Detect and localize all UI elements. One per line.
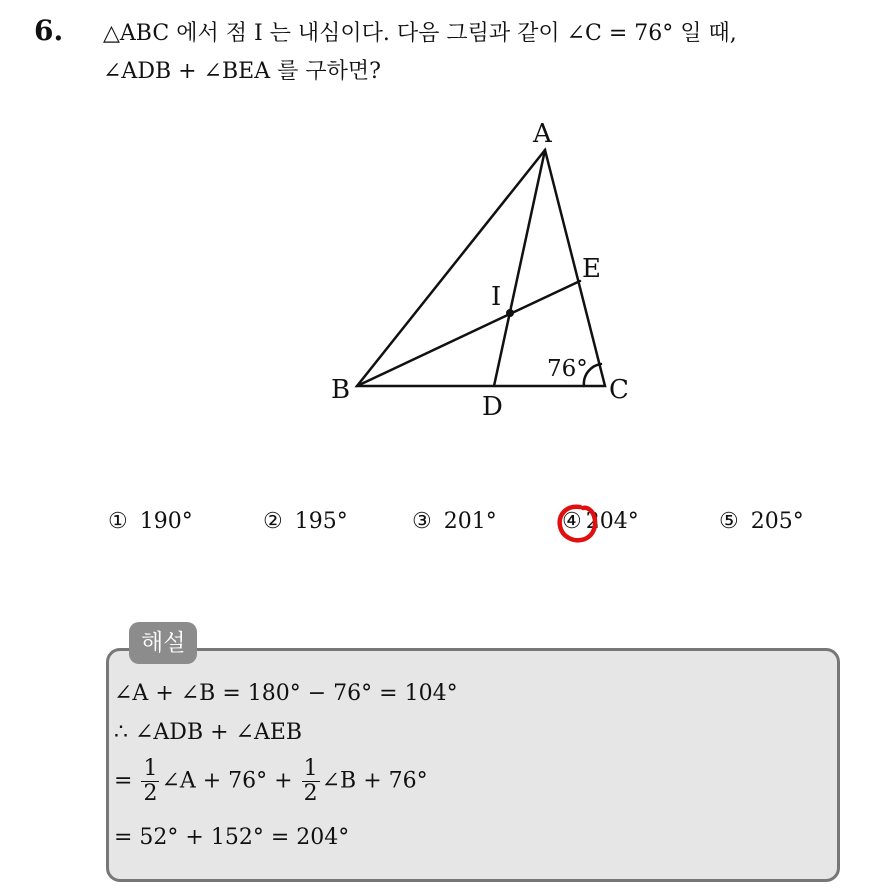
fraction-numerator: 1: [143, 756, 158, 781]
selected-answer-circle-icon: [550, 499, 606, 549]
choice-value: 201°: [443, 509, 497, 534]
choice-mark: ⑤: [719, 509, 739, 534]
question-text-line1: △ABC 에서 점 I 는 내심이다. 다음 그림과 같이 ∠C = 76° 일 때,: [103, 21, 737, 46]
choice-value: 195°: [294, 509, 348, 534]
fraction-half-2: [302, 757, 320, 806]
choice-value: 204°: [585, 509, 639, 534]
choice-2[interactable]: [263, 509, 348, 534]
solution-line1: ∠A + ∠B = 180° − 76° = 104°: [114, 681, 458, 706]
solution-line2: ∴ ∠ADB + ∠AEB: [114, 720, 303, 745]
solution-tag: 해설: [129, 622, 197, 664]
answer-choices: [108, 509, 828, 543]
triangle-abc: [357, 150, 605, 386]
label-d: D: [482, 392, 503, 422]
choice-mark: ②: [263, 509, 283, 534]
label-i: I: [491, 282, 502, 312]
choice-mark: ④: [562, 509, 582, 534]
choice-4[interactable]: [562, 509, 639, 534]
label-c: C: [609, 375, 629, 405]
choice-mark: ③: [412, 509, 432, 534]
fraction-half-1: [141, 757, 159, 806]
choice-3[interactable]: [412, 509, 497, 534]
question-text-line2: ∠ADB + ∠BEA 를 구하면?: [103, 59, 381, 84]
solution-line4: = 52° + 152° = 204°: [114, 825, 350, 850]
choice-1[interactable]: [108, 509, 193, 534]
fraction-denominator: 2: [143, 781, 158, 806]
choice-5[interactable]: [719, 509, 804, 534]
label-e: E: [582, 254, 601, 284]
label-b: B: [331, 375, 351, 405]
incenter-point: [506, 309, 514, 317]
choice-value: 190°: [139, 509, 193, 534]
label-a: A: [533, 119, 552, 149]
segment-ad: [494, 150, 545, 386]
solution-line3-suffix: ∠B + 76°: [321, 768, 428, 794]
fraction-denominator: 2: [303, 781, 318, 806]
choice-value: 205°: [750, 509, 804, 534]
choice-mark: ①: [108, 509, 128, 534]
solution-line3-mid: ∠A + 76° +: [161, 768, 293, 794]
fraction-numerator: 1: [303, 756, 318, 781]
solution-line3: [114, 757, 428, 806]
angle-c-value: 76°: [547, 356, 588, 382]
question-number: 6.: [34, 14, 64, 47]
solution-line3-prefix: =: [114, 768, 133, 794]
